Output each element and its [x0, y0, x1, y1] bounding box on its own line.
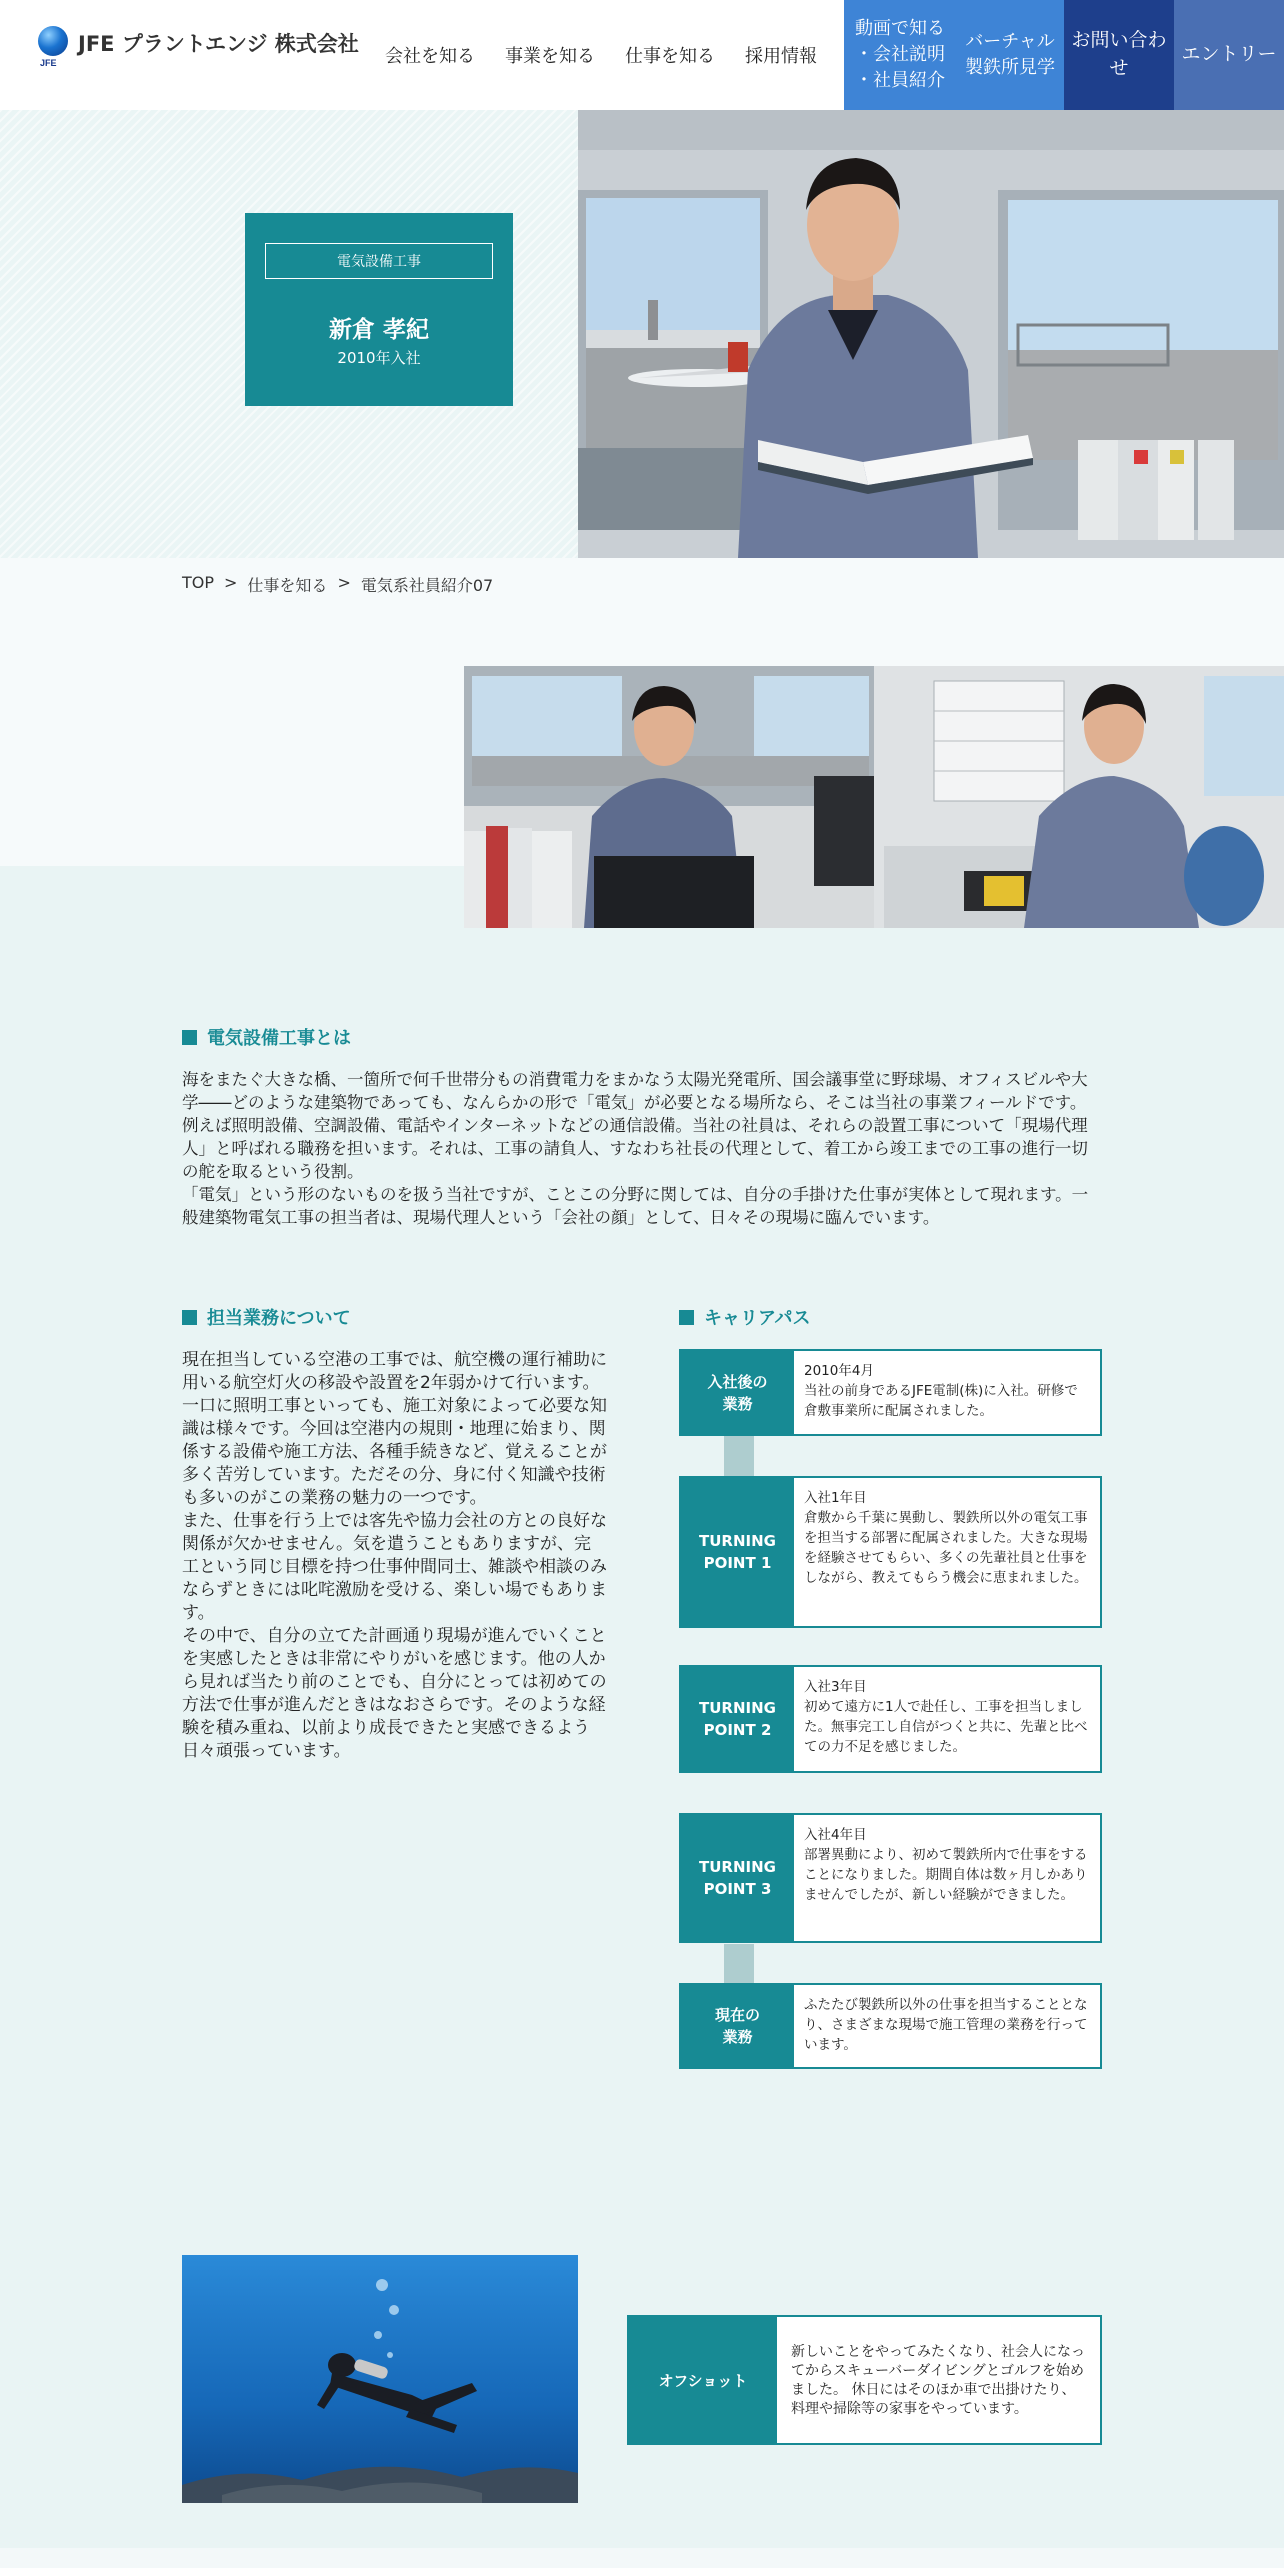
- hero-employee-photo: [578, 110, 1284, 558]
- virtual-line-2: 製鉄所見学: [965, 57, 1055, 78]
- nav-work[interactable]: 仕事を知る: [625, 46, 715, 67]
- career-step-label: TURNING POINT 2: [681, 1667, 794, 1771]
- duties-paragraph: その中で、自分の立てた計画通り現場が進んでいくことを実感したときは非常にやりがいを感じます。他の人から見れば当たり前のことでも、自分にとっては初めての方法で仕事が進んだときはなおさらです。そのような経験を積み重ね、以前より成長できたと実感できるよう日々頑張っています。: [182, 1626, 607, 1761]
- main-nav: [370, 0, 832, 110]
- heading-square-icon: [679, 1310, 694, 1325]
- career-step-label: TURNING POINT 3: [681, 1815, 794, 1941]
- intro-paragraph: 例えば照明設備、空調設備、電話やインターネットなどの通信設備。当社の社員は、それらの設置工事について「現場代理人」と呼ばれる職務を担います。それは、工事の請負人、すなわち社長の代理として、着工から竣工までの工事の進行一切の舵を取るという役割。: [182, 1116, 1088, 1181]
- duties-body: [182, 1349, 608, 1763]
- virtual-line-1: バーチャル: [965, 30, 1055, 52]
- footer-band: [0, 2548, 1284, 2568]
- breadcrumb-separator: >: [224, 573, 238, 592]
- heading-square-icon: [182, 1310, 197, 1325]
- nav-business[interactable]: 事業を知る: [505, 46, 595, 67]
- career-step-label: 入社後の 業務: [681, 1351, 794, 1434]
- company-logo[interactable]: [38, 24, 359, 72]
- employee-name: 新倉 孝紀: [328, 317, 429, 343]
- career-step-label: 現在の 業務: [681, 1985, 794, 2067]
- career-step-text: 初めて遠方に1人で赴任し、工事を担当しました。無事完工し自信がつくと共に、先輩と比べての力不足を感じました。: [804, 1699, 1088, 1755]
- entry-button[interactable]: エントリー: [1174, 0, 1284, 110]
- site-header: [0, 0, 1284, 110]
- career-connector: [724, 1435, 754, 1477]
- intro-heading: [182, 1024, 351, 1050]
- intro-body: [182, 1068, 1102, 1229]
- duties-paragraph: また、仕事を行う上では客先や協力会社の方との良好な関係が欠かせません。気を遣うこともありますが、完工という同じ目標を持つ仕事仲間同士、雑談や相談のみならずときには叱咤激励を受ける、楽しい場でもあります。: [182, 1511, 607, 1623]
- join-year: 2010年入社: [337, 349, 421, 367]
- intro-paragraph: 「電気」という形のないものを扱う当社ですが、ことこの分野に関しては、自分の手掛けた仕事が実体として現れます。一般建築物電気工事の担当者は、現場代理人という「会社の顔」として、日々その現場に臨んでいます。: [182, 1185, 1089, 1227]
- heading-square-icon: [182, 1030, 197, 1045]
- decorative-band: [0, 666, 464, 866]
- breadcrumb: [182, 573, 493, 596]
- nav-about-company[interactable]: 会社を知る: [385, 46, 475, 67]
- video-line-3: ・社員紹介: [855, 70, 945, 92]
- offshot-text: 新しいことをやってみたくなり、社会人になってからスキューバーダイビングとゴルフを始めました。 休日にはそのほか車で出掛けたり、料理や掃除等の家事をやっています。: [791, 2344, 1085, 2417]
- contact-button[interactable]: お問い合わせ: [1064, 0, 1174, 110]
- jfe-globe-icon: [38, 26, 68, 56]
- career-step-text: 当社の前身であるJFE電制(株)に入社。研修で倉敷事業所に配属されました。: [804, 1383, 1078, 1419]
- video-line-2: ・会社説明: [855, 43, 945, 65]
- career-step: [679, 1476, 1102, 1628]
- breadcrumb-current: 電気系社員紹介07: [360, 576, 494, 595]
- employee-name-card: [245, 213, 513, 406]
- breadcrumb-work[interactable]: 仕事を知る: [247, 576, 328, 595]
- career-step: [679, 1665, 1102, 1773]
- video-line-1: 動画で知る: [855, 17, 945, 39]
- work-scene-photo: [464, 666, 1284, 928]
- career-step-text: 倉敷から千葉に異動し、製鉄所以外の電気工事を担当する部署に配属されました。大きな現場を経験させてもらい、多くの先輩社員と仕事をしながら、教えてもらう機会に恵まれました。: [804, 1510, 1088, 1586]
- logo-text: JFE プラントエンジ 株式会社: [78, 32, 359, 56]
- offshot-label: オフショット: [629, 2317, 777, 2443]
- career-step-title: 入社3年目: [804, 1679, 867, 1695]
- career-step-body: [794, 1985, 1100, 2067]
- career-step-text: 部署異動により、初めて製鉄所内で仕事をすることになりました。期間自体は数ヶ月しかありませんでしたが、新しい経験ができました。: [804, 1847, 1088, 1903]
- duties-heading-text: 担当業務について: [207, 1308, 351, 1329]
- career-step-body: [794, 1815, 1100, 1941]
- career-step-title: 入社1年目: [804, 1490, 867, 1506]
- intro-heading-text: 電気設備工事とは: [207, 1028, 351, 1049]
- career-step-title: 入社4年目: [804, 1827, 867, 1843]
- logo-sub: JFE: [40, 58, 57, 68]
- career-heading: [679, 1304, 811, 1330]
- duties-heading: [182, 1304, 351, 1330]
- intro-paragraph: 海をまたぐ大きな橋、一箇所で何千世帯分もの消費電力をまかなう太陽光発電所、国会議事堂に野球場、オフィスビルや大学――どのような建築物であっても、なんらかの形で「電気」が必要となる場所なら、そこは当社の事業フィールドです。: [182, 1070, 1088, 1112]
- career-step-text: ふたたび製鉄所以外の仕事を担当することとなり、さまざまな現場で施工管理の業務を行っています。: [804, 1997, 1088, 2053]
- career-heading-text: キャリアパス: [704, 1308, 811, 1329]
- breadcrumb-top[interactable]: TOP: [182, 573, 215, 592]
- duties-paragraph: 現在担当している空港の工事では、航空機の運行補助に用いる航空灯火の移設や設置を2年弱かけて行います。一口に照明工事といっても、施工対象によって必要な知識は様々です。今回は空港内の規則・地理に始まり、関係する設備や施工方法、各種手続きなど、覚えることが多く苦労しています。ただその分、身に付く知識や技術も多いのがこの業務の魅力の一つです。: [182, 1350, 607, 1508]
- offshot-box: [627, 2315, 1102, 2445]
- career-step-title: 2010年4月: [804, 1363, 874, 1379]
- career-step-body: [794, 1478, 1100, 1626]
- career-step-body: [794, 1351, 1100, 1434]
- career-step-label: TURNING POINT 1: [681, 1478, 794, 1626]
- virtual-tour-button[interactable]: [956, 0, 1064, 110]
- career-step: [679, 1349, 1102, 1436]
- career-step-body: [794, 1667, 1100, 1771]
- career-step: [679, 1813, 1102, 1943]
- video-intro-button[interactable]: [844, 0, 956, 110]
- career-step: [679, 1983, 1102, 2069]
- nav-recruit[interactable]: 採用情報: [745, 46, 817, 67]
- breadcrumb-separator: >: [337, 573, 351, 592]
- career-path: [679, 1349, 1102, 2069]
- department-label: 電気設備工事: [265, 243, 493, 279]
- offshot-diving-photo: [182, 2255, 578, 2503]
